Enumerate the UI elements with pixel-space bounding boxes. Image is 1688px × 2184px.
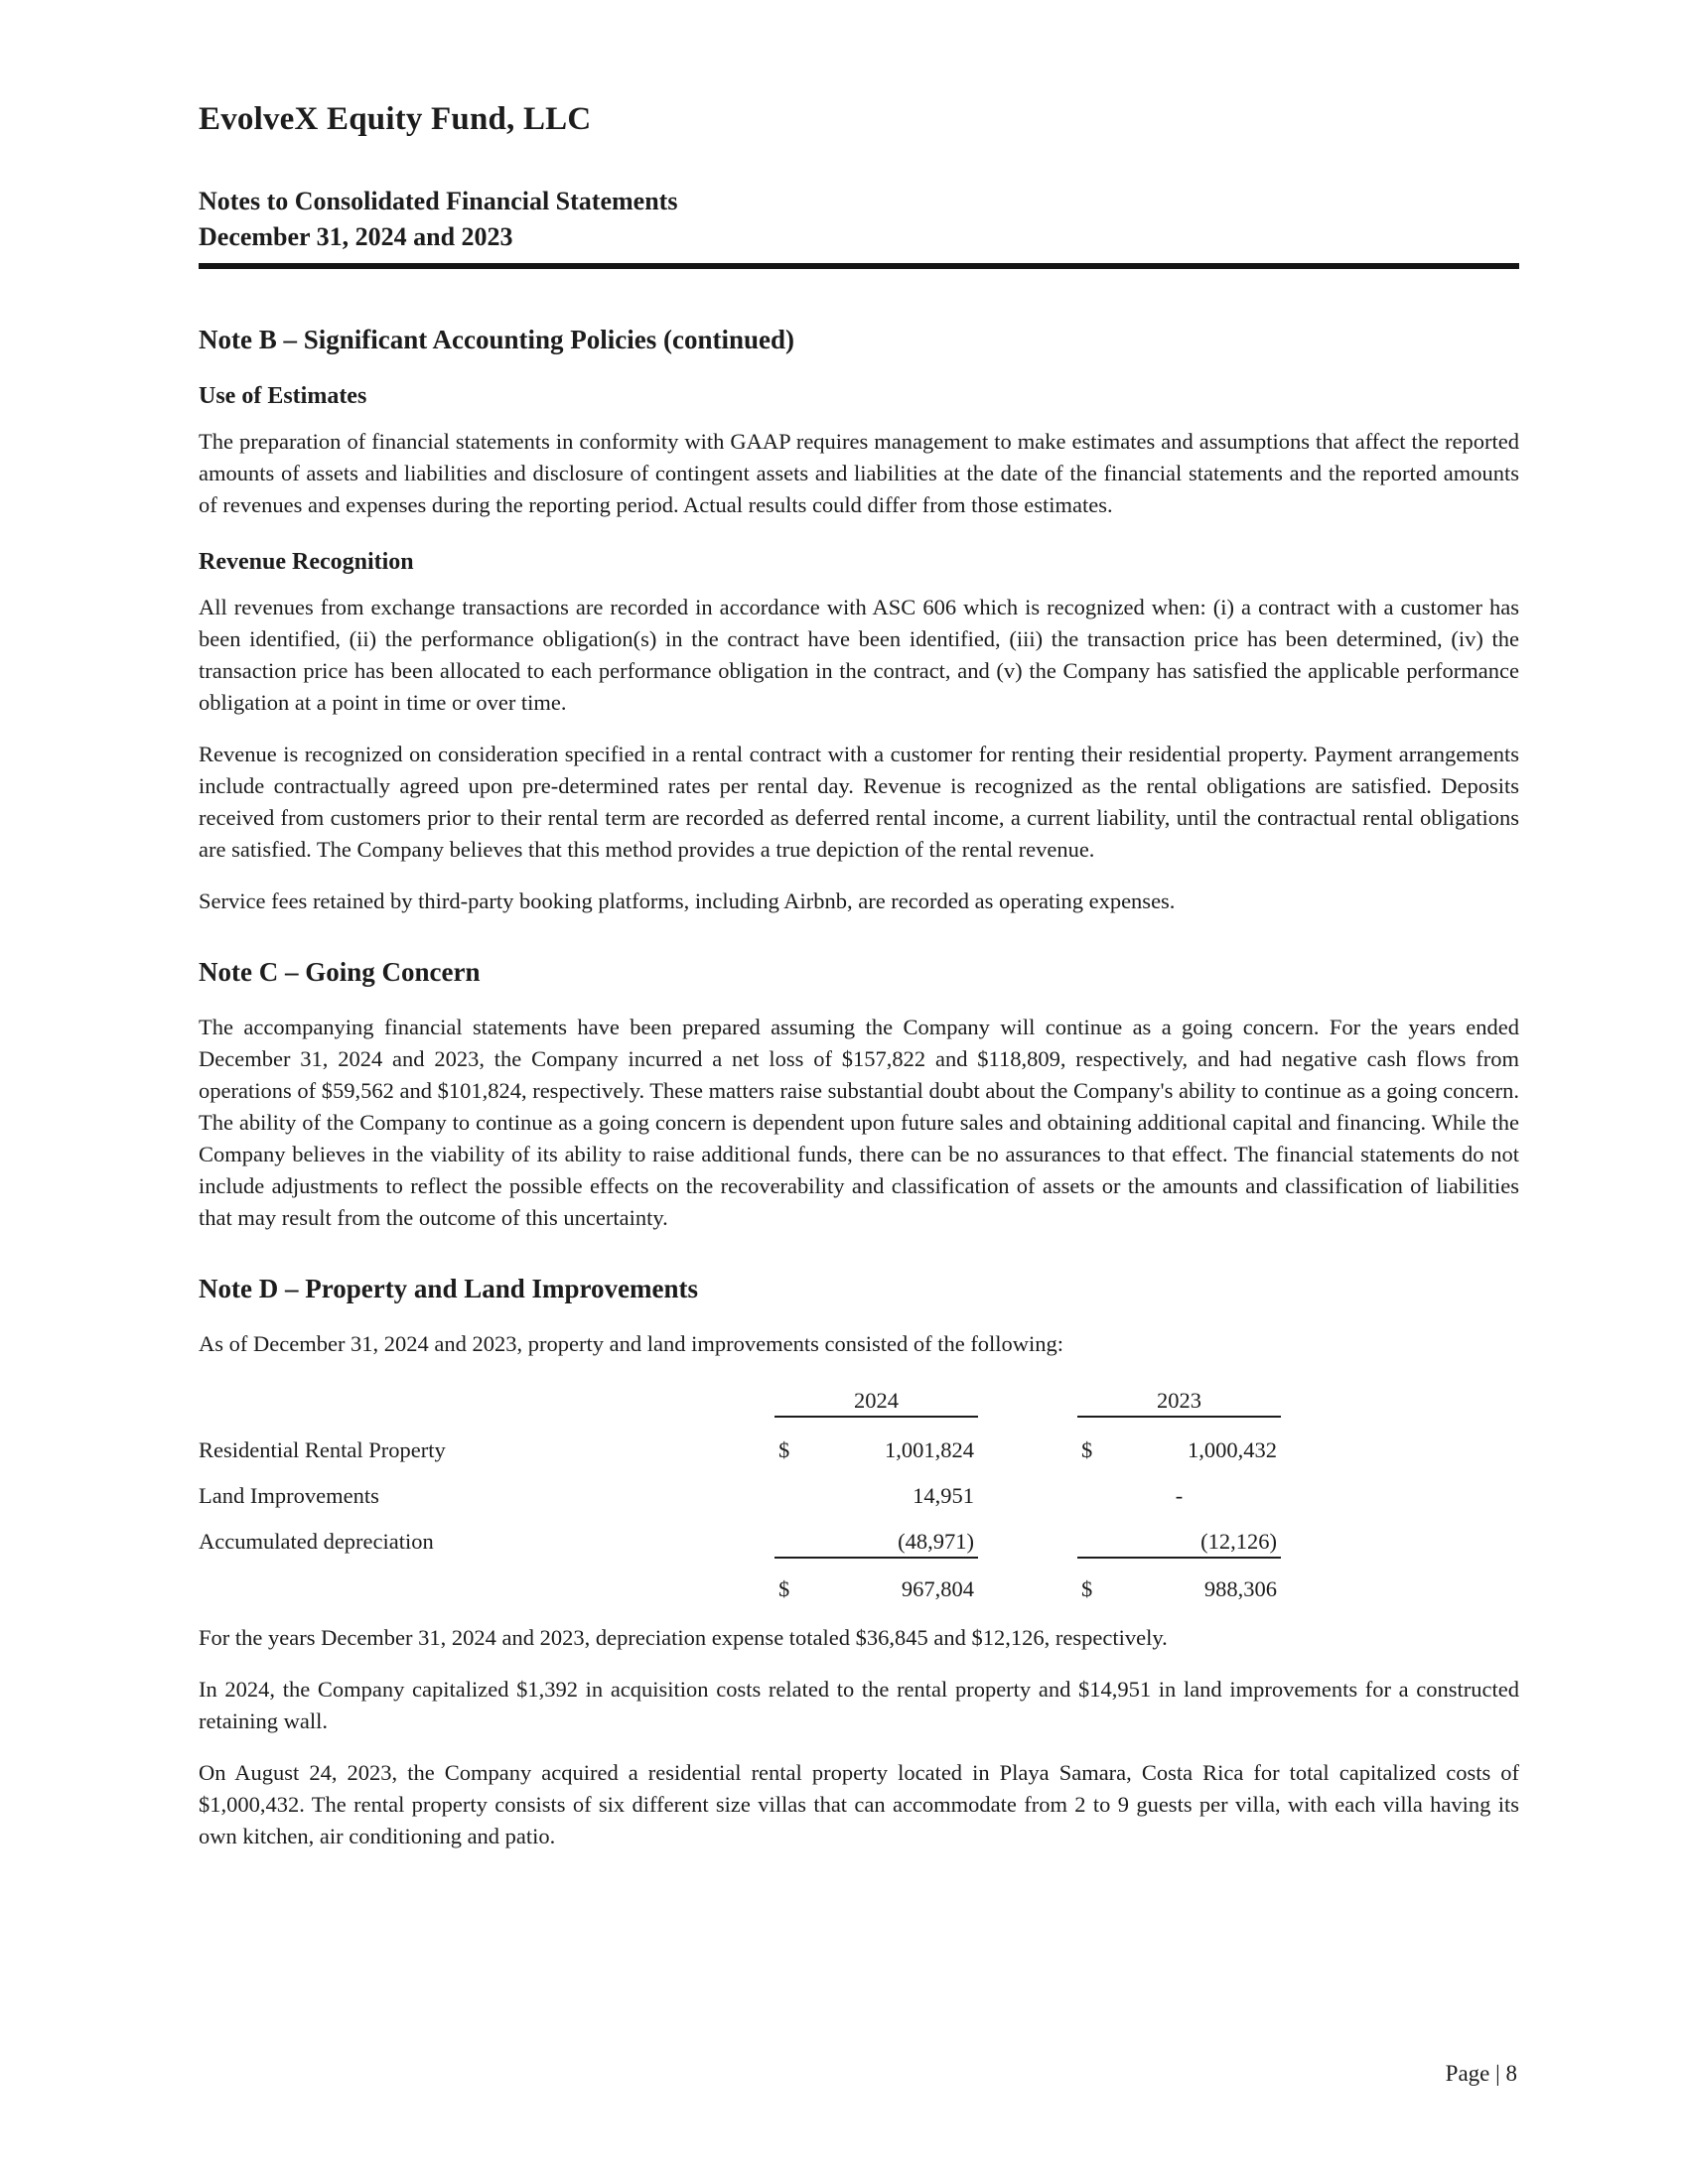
currency-sign: $ bbox=[778, 1576, 790, 1601]
cell-2024 bbox=[774, 1529, 978, 1559]
cell-value: (12,126) bbox=[1200, 1529, 1277, 1554]
cell-value: 1,000,432 bbox=[1188, 1437, 1277, 1462]
paragraph-note-d-intro: As of December 31, 2024 and 2023, property and land improvements consisted of the following: bbox=[199, 1331, 1064, 1356]
table-row-total bbox=[199, 1576, 1519, 1604]
paragraph-property-acquisition: On August 24, 2023, the Company acquired a residential rental property located in Playa Samara, Costa Rica for total capitalized costs of $1,000,432. The rental property consists of six different size villas that can accommodate from 2 to 9 guests per villa, with each villa having its own kitchen, air conditioning and patio. bbox=[199, 1760, 1519, 1848]
currency-sign: $ bbox=[778, 1437, 790, 1462]
cell-2023 bbox=[1077, 1437, 1281, 1465]
paragraph-use-of-estimates: The preparation of financial statements in conformity with GAAP requires management to make estimates and assumptions that affect the reported amounts of assets and liabilities and disclosure of contingent assets and liabilities at the date of the financial statements and the reported amounts of revenues and expenses during the reporting period. Actual results could differ from those estimates. bbox=[199, 429, 1519, 517]
paragraph-capitalized-costs: In 2024, the Company capitalized $1,392 in acquisition costs related to the rental property and $14,951 in land improvements for a constructed retaining wall. bbox=[199, 1677, 1519, 1733]
total-cell-2023 bbox=[1077, 1576, 1281, 1604]
paragraph-revenue-recognition-2: Revenue is recognized on consideration specified in a rental contract with a customer for renting their residential property. Payment arrangements include contractually agreed upon pre-determined rates per rental day. Revenue is recognized as the rental obligations are satisfied. Deposits received from customers prior to their rental term are recorded as deferred rental income, a current liability, until the contractual rental obligations are satisfied. The Company believes that this method provides a true depiction of the rental revenue. bbox=[199, 742, 1519, 862]
row-label: Accumulated depreciation bbox=[199, 1529, 434, 1554]
cell-2023 bbox=[1077, 1483, 1281, 1511]
company-name: EvolveX Equity Fund, LLC bbox=[199, 101, 592, 137]
document-title-line2: December 31, 2024 and 2023 bbox=[199, 222, 513, 251]
cell-value: 967,804 bbox=[901, 1576, 974, 1601]
table-row-land-improvements bbox=[199, 1483, 1519, 1511]
currency-sign: $ bbox=[1081, 1437, 1093, 1462]
note-b-heading: Note B – Significant Accounting Policies (continued) bbox=[199, 325, 794, 354]
column-header-2024: 2024 bbox=[774, 1388, 978, 1418]
paragraph-revenue-recognition-3: Service fees retained by third-party booking platforms, including Airbnb, are recorded as operating expenses. bbox=[199, 888, 1176, 913]
document-title-line1: Notes to Consolidated Financial Statements bbox=[199, 187, 678, 215]
cell-value: 14,951 bbox=[913, 1483, 974, 1508]
document-title bbox=[199, 184, 1519, 255]
cell-2024 bbox=[774, 1483, 978, 1511]
row-label: Land Improvements bbox=[199, 1483, 379, 1508]
note-c-heading: Note C – Going Concern bbox=[199, 957, 481, 987]
property-improvements-table bbox=[199, 1388, 1519, 1604]
row-label: Residential Rental Property bbox=[199, 1437, 446, 1462]
paragraph-depreciation-expense: For the years December 31, 2024 and 2023, depreciation expense totaled $36,845 and $12,126, respectively. bbox=[199, 1625, 1168, 1650]
cell-value: (48,971) bbox=[898, 1529, 974, 1554]
total-cell-2024 bbox=[774, 1576, 978, 1604]
cell-value: 1,001,824 bbox=[885, 1437, 974, 1462]
header-rule-divider bbox=[199, 263, 1519, 269]
table-row-accumulated-depreciation bbox=[199, 1529, 1519, 1559]
cell-2023 bbox=[1077, 1529, 1281, 1559]
cell-value: 988,306 bbox=[1203, 1576, 1277, 1601]
revenue-recognition-heading: Revenue Recognition bbox=[199, 549, 414, 575]
use-of-estimates-heading: Use of Estimates bbox=[199, 383, 367, 409]
note-d-heading: Note D – Property and Land Improvements bbox=[199, 1274, 698, 1303]
currency-sign: $ bbox=[1081, 1576, 1093, 1601]
column-header-2023: 2023 bbox=[1077, 1388, 1281, 1418]
cell-value: - bbox=[1175, 1483, 1184, 1508]
table-header-row bbox=[199, 1388, 1519, 1418]
cell-2024 bbox=[774, 1437, 978, 1465]
page-number: Page | 8 bbox=[1445, 2061, 1517, 2086]
paragraph-going-concern: The accompanying financial statements have been prepared assuming the Company will continue as a going concern. For the years ended December 31, 2024 and 2023, the Company incurred a net loss of $157,822 and $118,809, respectively, and had negative cash flows from operations of $59,562 and $101,824, respectively. These matters raise substantial doubt about the Company's ability to continue as a going concern. The ability of the Company to continue as a going concern is dependent upon future sales and obtaining additional capital and financing. While the Company believes in the viability of its ability to raise additional funds, there can be no assurances to that effect. The financial statements do not include adjustments to reflect the possible effects on the recoverability and classification of assets or the amounts and classification of liabilities that may result from the outcome of this uncertainty. bbox=[199, 1015, 1520, 1230]
paragraph-revenue-recognition-1: All revenues from exchange transactions are recorded in accordance with ASC 606 which is recognized when: (i) a contract with a customer has been identified, (ii) the performance obligation(s) in the contract have been identified, (iii) the transaction price has been determined, (iv) the transaction price has been allocated to each performance obligation in the contract, and (v) the Company has satisfied the applicable performance obligation at a point in time or over time. bbox=[199, 595, 1519, 715]
table-row-residential-rental-property bbox=[199, 1437, 1519, 1465]
